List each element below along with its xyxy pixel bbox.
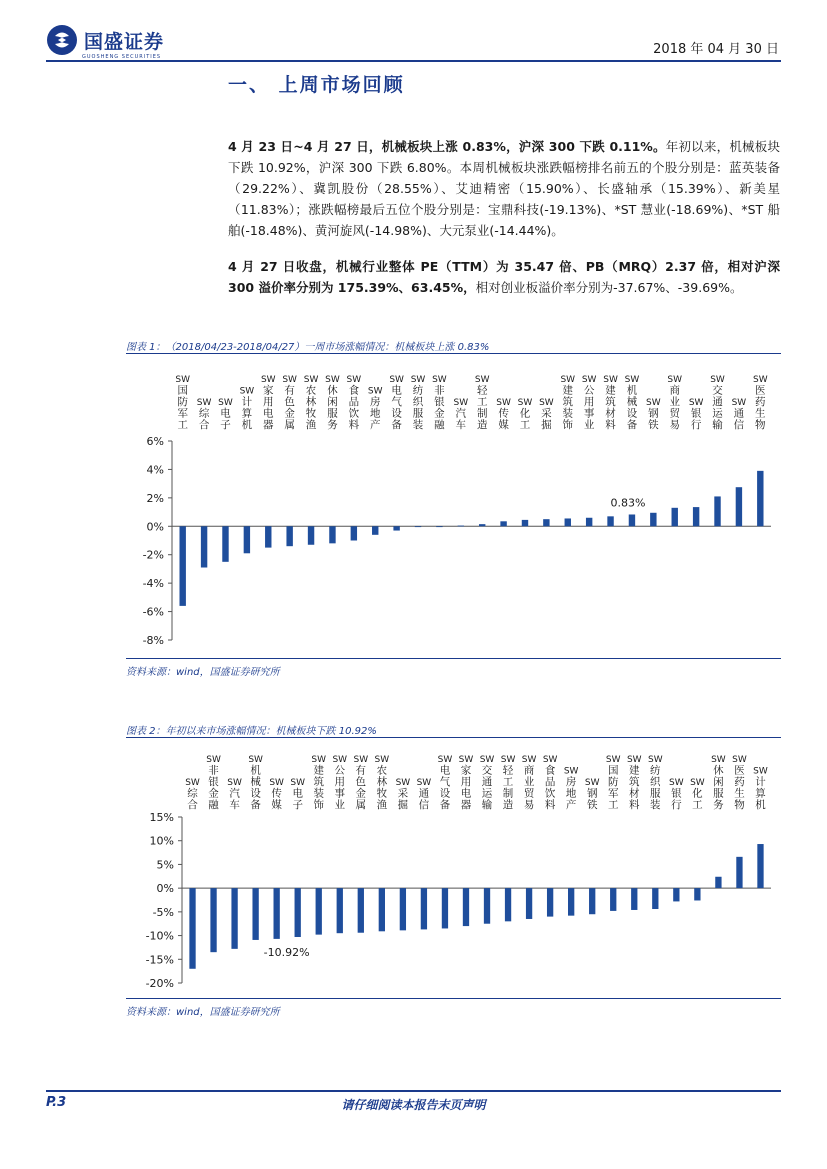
ytd-chart-bar bbox=[610, 888, 616, 911]
weekly-chart-bar bbox=[672, 508, 678, 526]
ytd-change-chart bbox=[126, 740, 781, 996]
figure-2-title: 图表 2：年初以来市场涨幅情况：机械板块下跌 10.92% bbox=[126, 726, 377, 737]
weekly-chart-bar bbox=[286, 526, 292, 546]
ytd-chart-category-label: SW 医药生物 bbox=[732, 755, 747, 811]
ytd-chart-bar bbox=[463, 888, 469, 926]
ytd-chart-bar bbox=[757, 844, 763, 888]
ytd-chart-y-tick-label: 5% bbox=[156, 858, 174, 872]
ytd-chart-bar bbox=[400, 888, 406, 930]
ytd-chart-category-label: SW 房地产 bbox=[563, 766, 579, 811]
ytd-chart-bar bbox=[337, 888, 343, 933]
ytd-chart-category-label: SW 电气设备 bbox=[437, 755, 453, 811]
paragraph-valuation bbox=[228, 256, 780, 298]
weekly-chart-bar bbox=[393, 526, 399, 530]
ytd-chart-category-label: SW 国防军工 bbox=[605, 755, 621, 811]
weekly-chart-category-label: SW 纺织服装 bbox=[410, 375, 426, 431]
weekly-chart-bar bbox=[351, 526, 357, 540]
weekly-chart-category-label: SW 采掘 bbox=[539, 398, 554, 431]
weekly-chart-bar bbox=[629, 514, 635, 526]
ytd-chart-y-tick-label: -15% bbox=[145, 953, 174, 967]
ytd-chart-y-tick-label: -10% bbox=[145, 929, 174, 943]
paragraph-2-body: 相对创业板溢价率分别为-37.67%、-39.69%。 bbox=[475, 280, 743, 295]
paragraph-2-highlight: 4 月 27 日收盘，机械行业整体 PE（TTM）为 35.47 倍、PB（MRQ）2.37 倍，相对沪深 300 溢价率分别为 175.39%、63.45%， bbox=[228, 259, 780, 295]
weekly-chart-bar bbox=[565, 518, 571, 526]
ytd-chart-bar bbox=[715, 877, 721, 888]
weekly-chart-y-tick-label: -4% bbox=[142, 577, 164, 591]
weekly-chart-bar bbox=[179, 526, 185, 606]
weekly-chart-bar bbox=[265, 526, 271, 547]
ytd-chart-category-label: SW 家用电器 bbox=[458, 755, 474, 811]
ytd-chart-bar bbox=[694, 888, 700, 900]
ytd-chart-category-label: SW 银行 bbox=[669, 778, 684, 811]
figure-2-top-rule bbox=[126, 737, 781, 738]
weekly-chart-bar bbox=[458, 526, 464, 527]
weekly-chart-category-label: SW 国防军工 bbox=[175, 375, 191, 431]
footer-disclaimer: 请仔细阅读本报告末页声明 bbox=[341, 1098, 486, 1112]
weekly-chart-category-label: SW 建筑材料 bbox=[603, 375, 618, 431]
weekly-chart-category-label: SW 钢铁 bbox=[646, 398, 661, 431]
ytd-chart-category-label: SW 商业贸易 bbox=[521, 755, 537, 811]
ytd-chart-category-label: SW 采掘 bbox=[395, 778, 411, 811]
weekly-chart-category-label: SW 交通运输 bbox=[710, 375, 725, 431]
weekly-chart-bar bbox=[415, 526, 421, 527]
ytd-chart-bar bbox=[652, 888, 658, 909]
weekly-chart-category-label: SW 轻工制造 bbox=[474, 375, 490, 431]
weekly-chart-bar bbox=[736, 487, 742, 526]
ytd-chart-category-label: SW 食品饮料 bbox=[542, 755, 558, 811]
ytd-chart-y-tick-label: 0% bbox=[156, 882, 174, 896]
ytd-chart-category-label: SW 机械设备 bbox=[248, 755, 263, 811]
weekly-chart-category-label: SW 家用电器 bbox=[260, 375, 276, 431]
ytd-chart-category-label: SW 轻工制造 bbox=[500, 755, 516, 811]
weekly-chart-category-label: SW 传媒 bbox=[496, 398, 511, 431]
weekly-chart-category-label: SW 机械设备 bbox=[624, 375, 640, 431]
ytd-chart-category-label: SW 纺织服装 bbox=[647, 755, 663, 811]
weekly-chart-y-tick-label: 2% bbox=[146, 491, 164, 505]
weekly-chart-category-label: SW 非银金融 bbox=[432, 375, 447, 431]
weekly-chart-category-label: SW 化工 bbox=[517, 398, 533, 431]
ytd-chart-category-label: SW 钢铁 bbox=[584, 778, 600, 811]
section-title: 一、 上周市场回顾 bbox=[228, 74, 405, 96]
figure-2-source: 资料来源：wind，国盛证券研究所 bbox=[126, 1007, 280, 1018]
ytd-chart-bar bbox=[526, 888, 532, 919]
ytd-chart-y-tick-label: -5% bbox=[152, 905, 174, 919]
ytd-chart-category-label: SW 传媒 bbox=[269, 778, 284, 811]
company-name-en: GUOSHENG SECURITIES bbox=[82, 54, 162, 60]
ytd-chart-category-label: SW 电子 bbox=[290, 778, 306, 811]
ytd-chart-bar bbox=[231, 888, 237, 949]
weekly-chart-category-label: SW 农林牧渔 bbox=[303, 375, 319, 431]
paragraph-1-body: 年初以来，机械板块下跌 10.92%，沪深 300 下跌 6.80%。本周机械板块涨跌幅榜排名前五的个股分别是：蓝英装备（29.22%）、冀凯股份（28.55%）、艾迪精密（15.90%）、长盛轴承（15.39%）、新美星（11.83%）；涨跌幅榜最后五位个股分别是：宝鼎科技(-19.13%)、*ST 慧业(-18.69%)、*ST 船舶(-18.48%)、黄河旋风(-14.98%)、大元泵业(-14.44%)。 bbox=[228, 139, 780, 238]
ytd-chart-bar bbox=[547, 888, 553, 916]
ytd-chart-bar bbox=[210, 888, 216, 952]
figure-1-title: 图表 1：（2018/04/23-2018/04/27）一周市场涨幅情况：机械板块上涨 0.83% bbox=[126, 342, 490, 353]
weekly-chart-bar bbox=[522, 520, 528, 526]
weekly-chart-bar bbox=[372, 526, 378, 535]
ytd-chart-bar bbox=[358, 888, 364, 933]
ytd-chart-y-tick-label: 15% bbox=[149, 811, 174, 824]
header-rule bbox=[46, 60, 781, 62]
ytd-chart-bar bbox=[316, 888, 322, 934]
ytd-chart-annotation: -10.92% bbox=[263, 945, 310, 959]
ytd-chart-category-label: SW 休闲服务 bbox=[711, 755, 726, 811]
figure-1-bottom-rule bbox=[126, 658, 781, 659]
ytd-chart-category-label: SW 建筑材料 bbox=[626, 755, 642, 811]
weekly-chart-bar bbox=[479, 524, 485, 526]
weekly-chart-bar bbox=[650, 513, 656, 527]
figure-1-source: 资料来源：wind，国盛证券研究所 bbox=[126, 667, 280, 678]
weekly-change-chart bbox=[126, 356, 781, 656]
weekly-chart-bar bbox=[201, 526, 207, 567]
weekly-chart-bar bbox=[222, 526, 228, 562]
company-name: 国盛证券 bbox=[84, 30, 165, 53]
weekly-chart-bar bbox=[436, 526, 442, 527]
weekly-chart-category-label: SW 房地产 bbox=[367, 386, 383, 431]
weekly-chart-bar bbox=[757, 471, 763, 526]
ytd-chart-bar bbox=[379, 888, 385, 931]
ytd-chart-bar bbox=[274, 888, 280, 939]
weekly-chart-y-tick-label: 4% bbox=[146, 463, 164, 477]
weekly-chart-bar bbox=[586, 518, 592, 527]
report-date: 2018 年 04 月 30 日 bbox=[653, 42, 779, 57]
ytd-chart-category-label: SW 农林牧渔 bbox=[374, 755, 390, 811]
ytd-chart-bar bbox=[736, 857, 742, 888]
company-logo bbox=[46, 24, 164, 56]
ytd-chart-category-label: SW 交通运输 bbox=[479, 755, 495, 811]
ytd-chart-category-label: SW 建筑装饰 bbox=[311, 755, 327, 811]
weekly-chart-bar bbox=[543, 519, 549, 526]
paragraph-1-highlight: 4 月 23 日~4 月 27 日，机械板块上涨 0.83%，沪深 300 下跌 0.11%。 bbox=[228, 139, 666, 154]
weekly-chart-category-label: SW 电气设备 bbox=[389, 375, 404, 431]
ytd-chart-bar bbox=[568, 888, 574, 916]
weekly-chart-y-tick-label: 0% bbox=[146, 520, 164, 534]
ytd-chart-bar bbox=[189, 888, 195, 969]
ytd-chart-bar bbox=[589, 888, 595, 914]
weekly-chart-bar bbox=[329, 526, 335, 543]
weekly-chart-y-tick-label: -6% bbox=[142, 605, 164, 619]
ytd-chart-category-label: SW 化工 bbox=[690, 778, 705, 811]
logo-icon bbox=[46, 24, 78, 56]
weekly-chart-category-label: SW 休闲服务 bbox=[325, 375, 340, 431]
weekly-chart-bar bbox=[244, 526, 250, 553]
weekly-chart-category-label: SW 电子 bbox=[218, 398, 233, 431]
weekly-chart-category-label: SW 计算机 bbox=[239, 386, 255, 431]
weekly-chart-bar bbox=[714, 496, 720, 526]
ytd-chart-bar bbox=[673, 888, 679, 901]
ytd-chart-y-tick-label: -20% bbox=[145, 977, 174, 990]
weekly-chart-bar bbox=[693, 507, 699, 526]
weekly-chart-category-label: SW 银行 bbox=[688, 398, 704, 431]
weekly-chart-annotation: 0.83% bbox=[610, 496, 646, 510]
ytd-chart-category-label: SW 通信 bbox=[416, 778, 432, 811]
ytd-chart-bar bbox=[442, 888, 448, 928]
weekly-chart-bar bbox=[607, 516, 613, 526]
figure-2-bottom-rule bbox=[126, 998, 781, 999]
ytd-chart-category-label: SW 有色金属 bbox=[353, 755, 369, 811]
weekly-chart-category-label: SW 通信 bbox=[731, 398, 747, 431]
ytd-chart-bar bbox=[295, 888, 301, 937]
weekly-chart-y-tick-label: 6% bbox=[146, 435, 164, 448]
weekly-chart-category-label: SW 有色金属 bbox=[282, 375, 297, 431]
weekly-chart-category-label: SW 商业贸易 bbox=[667, 375, 683, 431]
footer-rule bbox=[46, 1090, 781, 1092]
weekly-chart-y-tick-label: -2% bbox=[142, 548, 164, 562]
paragraph-weekly-review bbox=[228, 136, 780, 241]
ytd-chart-bar bbox=[421, 888, 427, 929]
page-number: P.3 bbox=[46, 1095, 67, 1110]
ytd-chart-bar bbox=[631, 888, 637, 910]
ytd-chart-category-label: SW 非银金融 bbox=[206, 755, 221, 811]
ytd-chart-bar bbox=[505, 888, 511, 921]
weekly-chart-category-label: SW 综合 bbox=[196, 398, 212, 431]
ytd-chart-bar bbox=[484, 888, 490, 924]
weekly-chart-category-label: SW 建筑装饰 bbox=[560, 375, 576, 431]
weekly-chart-category-label: SW 医药生物 bbox=[752, 375, 768, 431]
weekly-chart-category-label: SW 公用事业 bbox=[581, 375, 597, 431]
ytd-chart-category-label: SW 计算机 bbox=[753, 766, 768, 811]
ytd-chart-y-tick-label: 10% bbox=[149, 834, 174, 848]
ytd-chart-category-label: SW 综合 bbox=[185, 778, 200, 811]
figure-1-top-rule bbox=[126, 353, 781, 354]
weekly-chart-category-label: SW 食品饮料 bbox=[346, 375, 362, 431]
weekly-chart-y-tick-label: -8% bbox=[142, 634, 164, 647]
ytd-chart-category-label: SW 汽车 bbox=[227, 778, 242, 811]
weekly-chart-category-label: SW 汽车 bbox=[453, 398, 469, 431]
weekly-chart-bar bbox=[308, 526, 314, 544]
weekly-chart-bar bbox=[500, 521, 506, 526]
ytd-chart-bar bbox=[252, 888, 258, 940]
ytd-chart-category-label: SW 公用事业 bbox=[332, 755, 348, 811]
